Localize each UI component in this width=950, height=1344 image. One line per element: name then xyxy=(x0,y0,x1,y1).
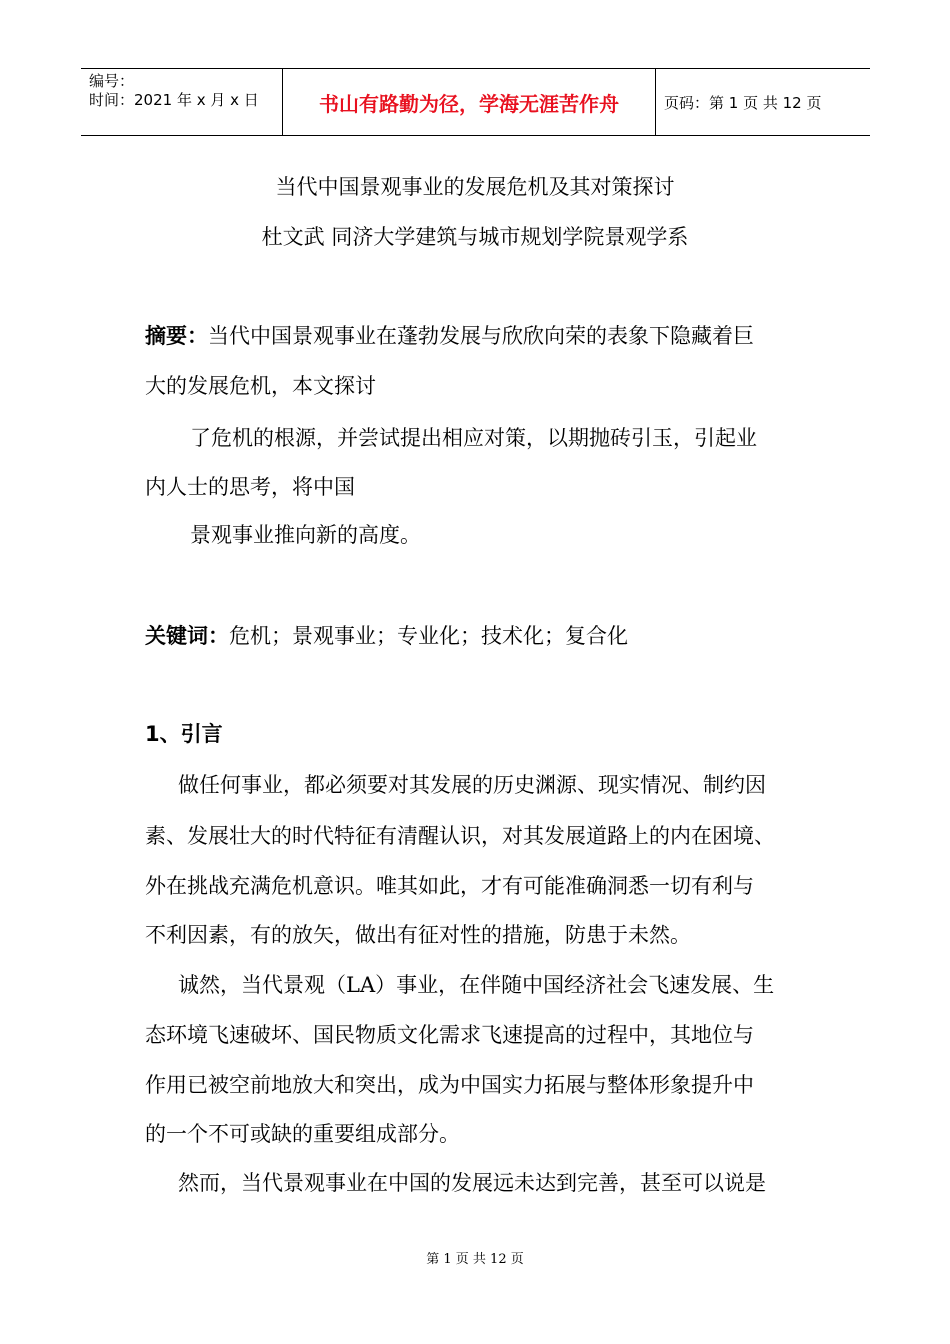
body-line: 作用已被空前地放大和突出，成为中国实力拓展与整体形象提升中 xyxy=(145,1073,754,1097)
section-heading: 1、引言 xyxy=(145,722,223,746)
body-line: 不利因素，有的放矢，做出有征对性的措施，防患于未然。 xyxy=(145,923,691,947)
keywords-label: 关键词： xyxy=(145,624,229,648)
header-table xyxy=(81,68,870,136)
time-label: 时间：2021 年 x 月 x 日 xyxy=(89,91,259,109)
header-meta xyxy=(89,72,259,110)
body-line: 做任何事业，都必须要对其发展的历史渊源、现实情况、制约因 xyxy=(178,773,766,797)
header-page-info: 页码：第 1 页 共 12 页 xyxy=(664,93,822,112)
abstract-text: 当代中国景观事业在蓬勃发展与欣欣向荣的表象下隐藏着巨 xyxy=(208,324,754,348)
abstract-line xyxy=(145,320,825,350)
number-label: 编号： xyxy=(89,72,135,90)
body-line: 的一个不可或缺的重要组成部分。 xyxy=(145,1122,460,1146)
keywords-text: 危机；景观事业；专业化；技术化；复合化 xyxy=(229,624,628,648)
abstract-line: 了危机的根源，并尝试提出相应对策，以期抛砖引玉，引起业 xyxy=(190,426,757,450)
abstract-label: 摘要： xyxy=(145,324,208,348)
page-footer: 第 1 页 共 12 页 xyxy=(426,1252,524,1267)
author-line: 杜文武 同济大学建筑与城市规划学院景观学系 xyxy=(261,225,689,249)
abstract-line: 景观事业推向新的高度。 xyxy=(190,523,421,547)
body-line: 然而，当代景观事业在中国的发展远未达到完善，甚至可以说是 xyxy=(178,1171,766,1195)
keywords-line xyxy=(145,620,825,650)
body-line: 诚然，当代景观（LA）事业，在伴随中国经济社会飞速发展、生 xyxy=(178,973,775,997)
article-title: 当代中国景观事业的发展危机及其对策探讨 xyxy=(275,175,675,199)
abstract-line: 内人士的思考，将中国 xyxy=(145,475,355,499)
header-motto: 书山有路勤为径，学海无涯苦作舟 xyxy=(319,91,619,116)
body-line: 态环境飞速破坏、国民物质文化需求飞速提高的过程中，其地位与 xyxy=(145,1023,754,1047)
abstract-line: 大的发展危机，本文探讨 xyxy=(145,374,376,398)
body-line: 外在挑战充满危机意识。唯其如此，才有可能准确洞悉一切有利与 xyxy=(145,874,754,898)
body-line: 素、发展壮大的时代特征有清醒认识，对其发展道路上的内在困境、 xyxy=(145,824,775,848)
header-divider xyxy=(655,69,656,135)
